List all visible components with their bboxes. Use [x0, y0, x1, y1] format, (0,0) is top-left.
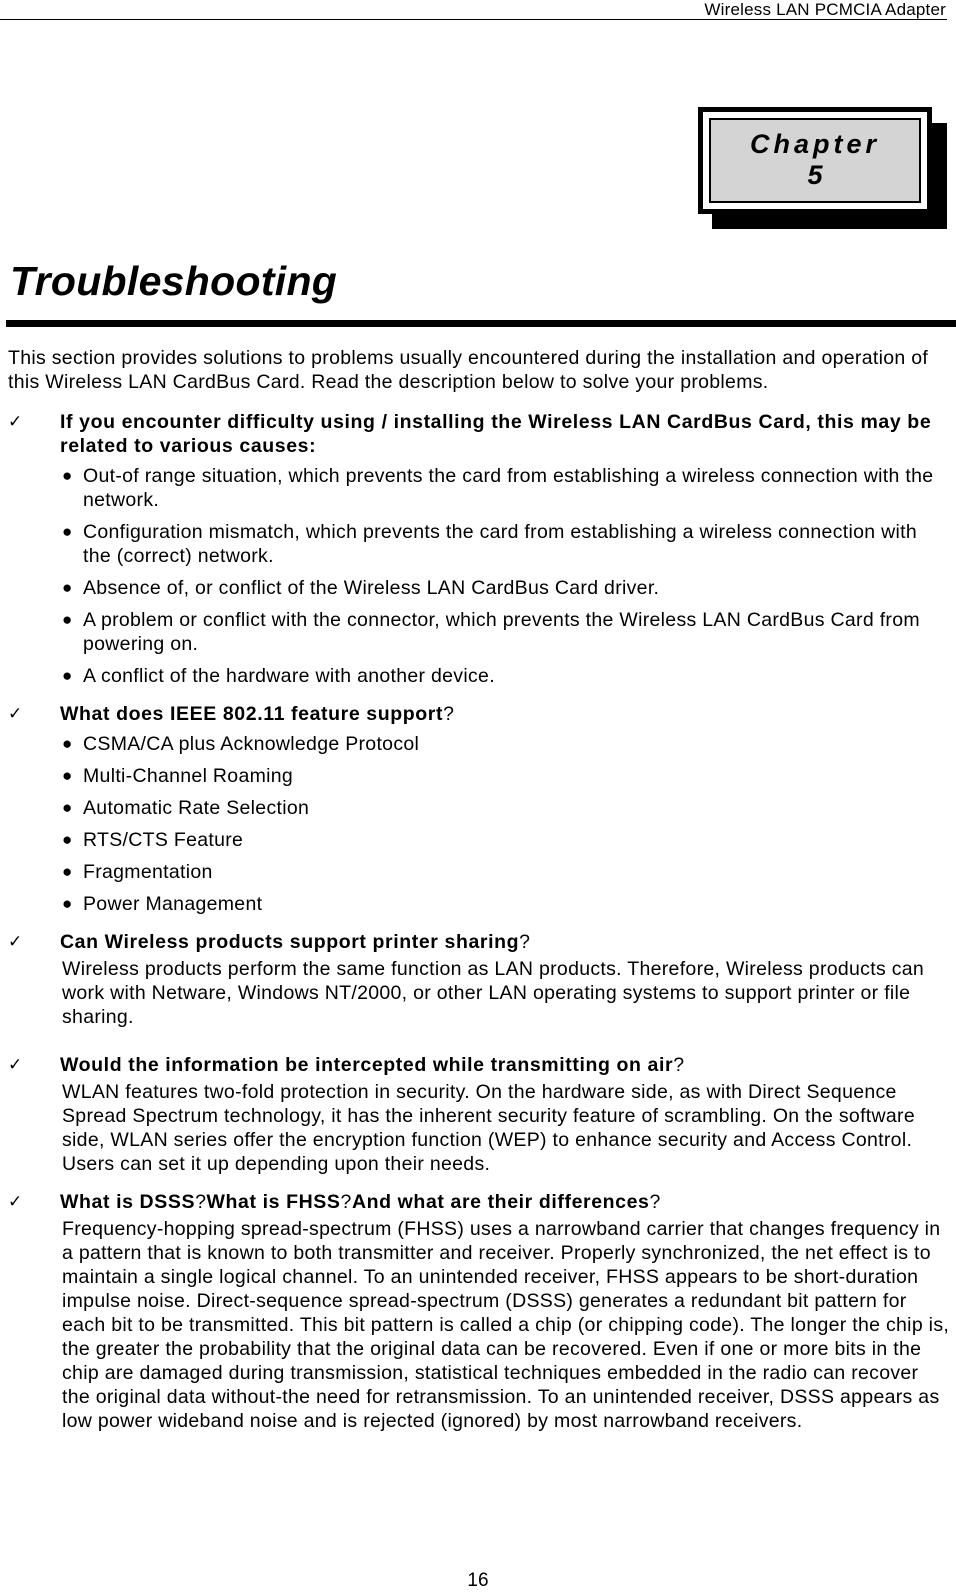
bullet-icon: ● [62, 578, 73, 597]
list-item: ● A conflict of the hardware with another device. [62, 665, 495, 687]
faq-question: Would the information be intercepted while transmitting on air? [60, 1054, 685, 1076]
bullet-icon: ● [62, 522, 73, 541]
bullet-list [60, 464, 950, 688]
checkmark-icon: ✓ [8, 412, 23, 431]
faq-answer: Wireless products perform the same function as LAN products. Therefore, Wireless products can work with Netware, Windows NT/2000, or other LAN operating systems to support printer or file sharing. [62, 958, 925, 1028]
list-item: ● Fragmentation [62, 861, 213, 883]
page-number: 16 [467, 1570, 489, 1591]
list-item: ● Absence of, or conflict of the Wireless LAN CardBus Card driver. [62, 577, 660, 599]
page-content [8, 346, 950, 1447]
running-header: Wireless LAN PCMCIA Adapter [704, 0, 946, 19]
faq-item-dsss-fhss [8, 1190, 950, 1433]
checkmark-icon: ✓ [8, 704, 23, 723]
faq-answer: Frequency-hopping spread-spectrum (FHSS) uses a narrowband carrier that changes frequency in a pattern that is known to both transmitter and receiver. Properly synchronized, the net effect is to maintain a single logical channel. To an unintended receiver, FHSS appears to be short-duration impulse noise. Direct-sequence spread-spectrum (DSSS) generates a redundant bit pattern for each bit to be transmitted. This bit pattern is called a chip (or chipping code). The longer the chip is, the greater the probability that the original data can be recovered. Even if one or more bits in the chip are damaged during transmission, statistical techniques embedded in the radio can recover the original data without-the need for retransmission. To an unintended receiver, DSSS appears as low power wideband noise and is rejected (ignored) by most narrowband receivers. [62, 1218, 950, 1432]
bullet-icon: ● [62, 610, 73, 629]
faq-item-causes [8, 410, 950, 688]
faq-answer: WLAN features two-fold protection in security. On the hardware side, as with Direct Sequence Spread Spectrum technology, it has the inherent security feature of scrambling. On the software side, WLAN series offer the encryption function (WEP) to enhance security and Access Control. Users can set it up depending upon their needs. [62, 1081, 915, 1175]
list-item: ● Configuration mismatch, which prevents the card from establishing a wireless connection with the (correct) network. [62, 521, 917, 567]
list-item: ● Out-of range situation, which prevents the card from establishing a wireless connection with the network. [62, 465, 934, 511]
faq-question: Can Wireless products support printer sharing? [60, 931, 531, 953]
list-item: ● Multi-Channel Roaming [62, 765, 294, 787]
list-item: ● Power Management [62, 893, 263, 915]
bullet-icon: ● [62, 894, 73, 913]
bullet-icon: ● [62, 798, 73, 817]
list-item: ● CSMA/CA plus Acknowledge Protocol [62, 733, 420, 755]
list-item: ● Automatic Rate Selection [62, 797, 310, 819]
checkmark-icon: ✓ [8, 1192, 23, 1211]
faq-question: What does IEEE 802.11 feature support? [60, 703, 455, 725]
bullet-icon: ● [62, 734, 73, 753]
intro-paragraph: This section provides solutions to problems usually encountered during the installation and operation of this Wireless LAN CardBus Card. Read the description below to solve your problems. [8, 347, 929, 393]
list-item: ● RTS/CTS Feature [62, 829, 244, 851]
faq-item-printer-sharing [8, 930, 950, 1029]
checkmark-icon: ✓ [8, 932, 23, 951]
list-item: ● A problem or conflict with the connector, which prevents the Wireless LAN CardBus Card from powering on. [62, 609, 920, 655]
faq-item-interception [8, 1053, 950, 1176]
title-rule [6, 320, 956, 327]
bullet-icon: ● [62, 862, 73, 881]
bullet-icon: ● [62, 830, 73, 849]
bullet-icon: ● [62, 766, 73, 785]
checkmark-icon: ✓ [8, 1055, 23, 1074]
chapter-label: Chapter [749, 129, 880, 159]
faq-question: If you encounter difficulty using / installing the Wireless LAN CardBus Card, this may be related to various causes: [60, 411, 932, 457]
faq-item-ieee-features [8, 702, 950, 916]
bullet-icon: ● [62, 666, 73, 685]
header-rule [0, 19, 947, 20]
bullet-icon: ● [62, 466, 73, 485]
page-title: Troubleshooting [10, 258, 338, 304]
chapter-number: 5 [807, 160, 823, 190]
faq-question: What is DSSS?What is FHSS?And what are their differences? [60, 1191, 661, 1213]
bullet-list [60, 732, 950, 916]
chapter-box [709, 118, 921, 203]
